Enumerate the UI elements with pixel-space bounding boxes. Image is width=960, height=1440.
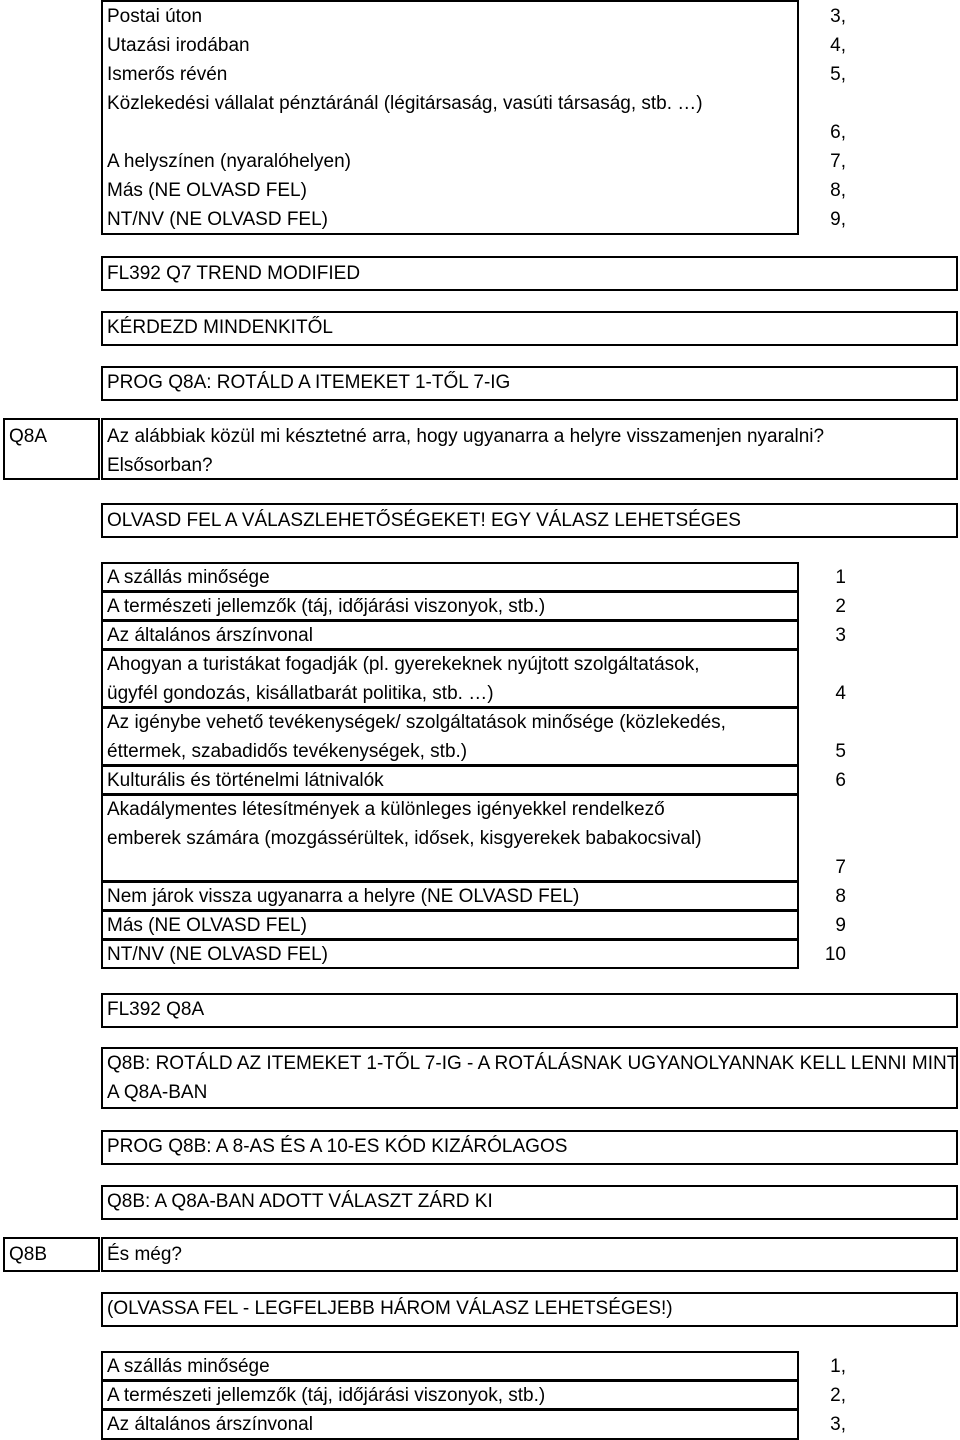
q8b-question: És még?	[107, 1244, 182, 1265]
q8a-option-code: 5	[835, 741, 846, 762]
q7-option-code: 4,	[830, 35, 846, 56]
q8b-option-label: A szállás minősége	[107, 1356, 270, 1377]
q7-option-label: NT/NV (NE OLVASD FEL)	[107, 209, 328, 230]
q7-option-label: Postai úton	[107, 6, 203, 27]
q8a-option-code: 10	[824, 944, 846, 965]
prog-q8b-note: PROG Q8B: A 8-AS ÉS A 10-ES KÓD KIZÁRÓLAGOS	[107, 1136, 568, 1157]
prog-q8a-note: PROG Q8A: ROTÁLD A ITEMEKET 1-TŐL 7-IG	[107, 372, 511, 393]
q8a-option-code: 3	[835, 625, 846, 646]
q8a-option-label: emberek számára (mozgássérültek, idősek, kisgyerekek babakocsival)	[107, 828, 702, 849]
q8a-option-label: Más (NE OLVASD FEL)	[107, 915, 307, 936]
q8a-option-code: 4	[835, 683, 846, 704]
q8b-option-code: 1,	[830, 1356, 846, 1377]
q8a-question-line2: Elsősorban?	[107, 455, 213, 476]
q8a-option-code: 7	[835, 857, 846, 878]
q8a-option-code: 9	[835, 915, 846, 936]
q8b-rotate-note-line1: Q8B: ROTÁLD AZ ITEMEKET 1-TŐL 7-IG - A ROTÁLÁSNAK UGYANOLYANNAK KELL LENNI MINT	[107, 1053, 959, 1074]
q8b-option-code: 2,	[830, 1385, 846, 1406]
q8a-option-label: Nem járok vissza ugyanarra a helyre (NE OLVASD FEL)	[107, 886, 580, 907]
q8b-instruction: (OLVASSA FEL - LEGFELJEBB HÁROM VÁLASZ LEHETSÉGES!)	[107, 1298, 673, 1319]
q8a-option-label: NT/NV (NE OLVASD FEL)	[107, 944, 328, 965]
q8a-id: Q8A	[9, 426, 48, 447]
q7-option-label: Utazási irodában	[107, 35, 250, 56]
q8a-option-label: éttermek, szabadidős tevékenységek, stb.)	[107, 741, 468, 762]
q8b-id: Q8B	[9, 1244, 48, 1265]
fl392-q8a-note-box	[101, 993, 958, 1028]
q8a-option-label: ügyfél gondozás, kisállatbarát politika, stb. …)	[107, 683, 494, 704]
q8b-option-code: 3,	[830, 1414, 846, 1435]
q7-option-code: 6,	[830, 122, 846, 143]
q7-option-label: Ismerős révén	[107, 64, 228, 85]
q8b-exclude-note: Q8B: A Q8A-BAN ADOTT VÁLASZT ZÁRD KI	[107, 1191, 493, 1212]
q7-option-code: 7,	[830, 151, 846, 172]
q8a-option-code: 6	[835, 770, 846, 791]
q8a-option-code: 2	[835, 596, 846, 617]
q8b-question-box	[101, 1237, 958, 1272]
kerdezd-note: KÉRDEZD MINDENKITŐL	[107, 317, 333, 338]
q8a-option-label: Az igénybe vehető tevékenységek/ szolgáltatások minősége (közlekedés,	[107, 712, 726, 733]
q8b-option-label: A természeti jellemzők (táj, időjárási viszonyok, stb.)	[107, 1385, 546, 1406]
q7-option-code: 8,	[830, 180, 846, 201]
fl392-q8a-note: FL392 Q8A	[107, 999, 205, 1020]
q8a-question-line1: Az alábbiak közül mi késztetné arra, hogy ugyanarra a helyre visszamenjen nyaralni?	[107, 426, 825, 447]
q8a-option-label: A szállás minősége	[107, 567, 270, 588]
q8a-option-label: Kulturális és történelmi látnivalók	[107, 770, 384, 791]
q8a-option-label: Az általános árszínvonal	[107, 625, 313, 646]
q7-option-label: Más (NE OLVASD FEL)	[107, 180, 307, 201]
q8a-option-label: Akadálymentes létesítmények a különleges igényekkel rendelkező	[107, 799, 665, 820]
q8a-option-code: 1	[835, 567, 846, 588]
q8a-option-code: 8	[835, 886, 846, 907]
q7-option-label: A helyszínen (nyaralóhelyen)	[107, 151, 351, 172]
q7-option-code: 3,	[830, 6, 846, 27]
q8a-option-label: Ahogyan a turistákat fogadják (pl. gyerekeknek nyújtott szolgáltatások,	[107, 654, 700, 675]
q8b-option-label: Az általános árszínvonal	[107, 1414, 313, 1435]
q7-option-code: 5,	[830, 64, 846, 85]
q8a-instruction: OLVASD FEL A VÁLASZLEHETŐSÉGEKET! EGY VÁLASZ LEHETSÉGES	[107, 510, 741, 531]
q8a-option-label: A természeti jellemzők (táj, időjárási viszonyok, stb.)	[107, 596, 546, 617]
q8b-rotate-note-line2: A Q8A-BAN	[107, 1082, 208, 1103]
q7-option-label: Közlekedési vállalat pénztáránál (légitársaság, vasúti társaság, stb. …)	[107, 93, 703, 114]
fl392-q7-note: FL392 Q7 TREND MODIFIED	[107, 263, 361, 284]
q7-option-code: 9,	[830, 209, 846, 230]
